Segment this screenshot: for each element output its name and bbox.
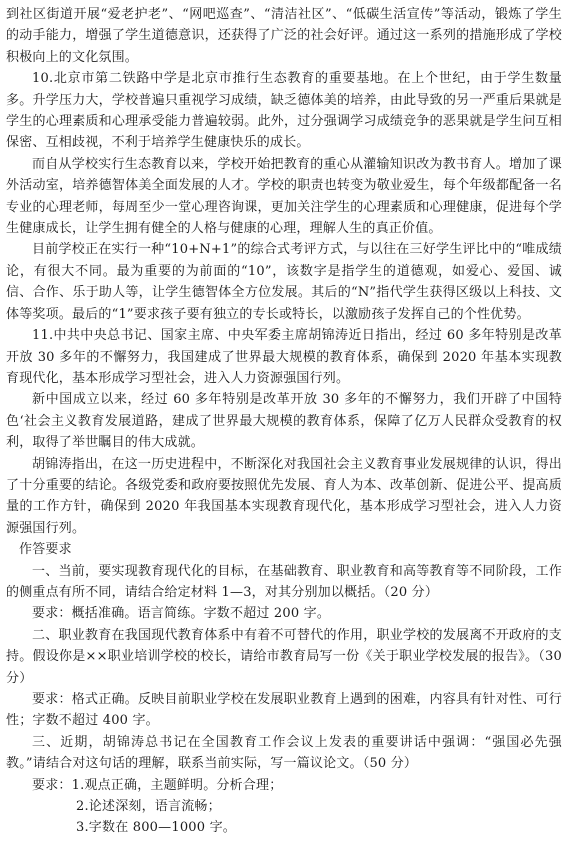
- requirement-item: 3.字数在 800—1000 字。: [76, 820, 236, 836]
- requirement-item: 要求：1.观点正确，主题鲜明。分析合理；: [32, 777, 283, 793]
- question-paragraph: 三、近期，胡锦涛总书记在全国教育工作会议上发表的重要讲话中强调：“强国必先强教。”请结合对这句话的理解，联系当前实际，写一篇议论文。（50 分）: [6, 734, 562, 772]
- section-heading: 作答要求: [19, 542, 72, 558]
- body-paragraph: 到社区街道开展“爱老护老”、“网吧巡查”、“清洁社区”、“低碳生活宣传”等活动，锻炼了学生的动手能力，增强了学生道德意识，还获得了广泛的社会好评。通过这一系列的措施形成了学校积极向上的文化氛围。: [6, 7, 562, 65]
- body-paragraph: 而自从学校实行生态教育以来，学校开始把教育的重心从灌输知识改为教书育人。增加了课外活动室，培养德智体美全面发展的人才。学校的职责也转变为敬业爱生，每个年级都配备一名专业的心理老师，每周至少一堂心理咨询课，更加关注学生的心理素质和心理健康，促进每个学生健康成长，让学生拥有健全的人格与健康的心理，理解人生的真正价值。: [6, 156, 562, 237]
- body-paragraph: 11.中共中央总书记、国家主席、中央军委主席胡锦涛近日指出，经过 60 多年特别是改革开放 30 多年的不懈努力，我国建成了世界最大规模的教育体系，确保到 2020 年基本实现教育现代化，基本形成学习型社会，进入人力资源强国行列。: [6, 328, 562, 386]
- body-paragraph: 10.北京市第二铁路中学是北京市推行生态教育的重要基地。在上个世纪，由于学生数量多。升学压力大，学校普遍只重视学习成绩，缺乏德体美的培养，由此导致的另一严重后果就是学生的心理素质和心理承受能力普遍较弱。此外，过分强调学习成绩竞争的恶果就是学生问互相保密、互相歧视，不利于培养学生健康快乐的成长。: [6, 71, 562, 151]
- body-paragraph: 目前学校正在实行一种“10+N+1”的综合式考评方式，与以往在三好学生评比中的“唯成绩论，有很大不同。最为重要的为前面的“10”，该数字是指学生的道德观，如爱心、爱国、诚信、合作、乐于助人等，让学生德智体全方位发展。其后的“N”指代学生获得区级以上科技、文体等奖项。最后的“1”要求孩子要有独立的专长或特长，以激励孩子发挥自己的个性优势。: [6, 242, 562, 322]
- body-paragraph: 胡锦涛指出，在这一历史进程中，不断深化对我国社会主义教育事业发展规律的认识，得出了十分重要的结论。各级党委和政府要按照优先发展、育人为本、改革创新、促进公平、提高质量的工作方针，确保到 2020 年我国基本实现教育现代化，基本形成学习型社会，进入人力资源强国行列。: [6, 456, 562, 536]
- question-paragraph: 二、职业教育在我国现代教育体系中有着不可替代的作用，职业学校的发展离不开政府的支持。假设你是××职业培训学校的校长，请给市教育局写一份《关于职业学校发展的报告》。（30 分）: [6, 627, 562, 686]
- requirement-paragraph: 要求：格式正确。反映目前职业学校在发展职业教育上遇到的困难，内容具有针对性、可行性；字数不超过 400 字。: [6, 692, 562, 729]
- requirement-item: 2.论述深刻，语言流畅；: [76, 799, 221, 815]
- question-paragraph: 一、当前，要实现教育现代化的目标，在基础教育、职业教育和高等教育等不同阶段，工作的侧重点有所不同，请结合给定材料 1—3，对其分别加以概括。（20 分）: [6, 563, 562, 600]
- body-paragraph: 新中国成立以来，经过 60 多年特别是改革开放 30 多年的不懈努力，我们开辟了中国特色‘社会主义教育发展道路，建成了世界最大规模的教育体系，保障了亿万人民群众受教育的权利，取得了举世瞩目的伟大成就。: [6, 392, 562, 451]
- requirement-paragraph: 要求：概括准确。语言简练。字数不超过 200 字。: [32, 606, 331, 622]
